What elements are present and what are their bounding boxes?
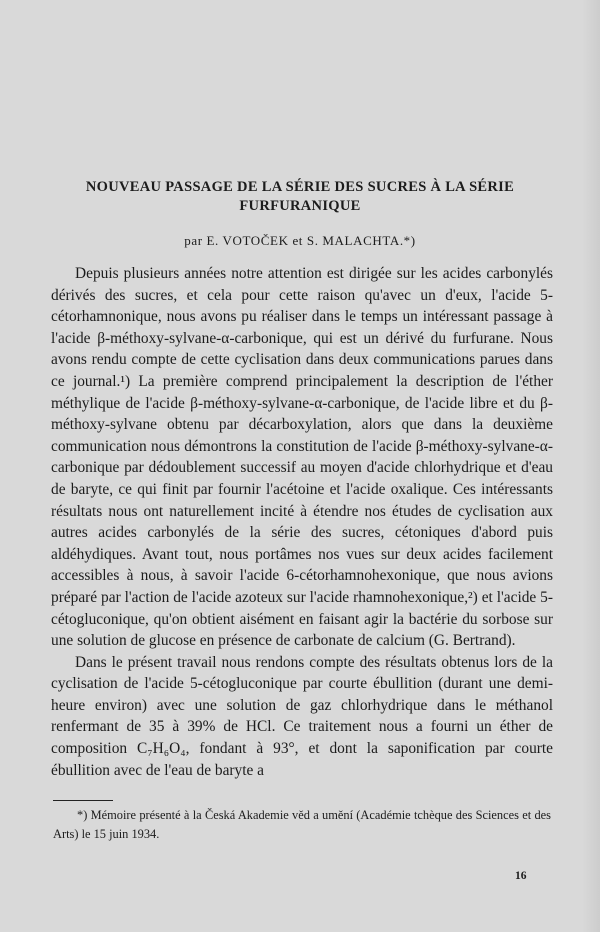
body-paragraph-2: Dans le présent travail nous rendons compte des résultats obtenus lors de la cyclisation de l'acide 5-cétogluconique par courte ébullition (durant une demi-heure environ) avec une solution de gaz chlorhydrique dans le méthanol renfermant de 35 à 39% de HCl. Ce traitement nous a fourni un éther de composition C₇H₆O₄, fondant à 93°, et dont la saponification par courte ébullition avec de l'eau de baryte a [51,653,553,779]
article-title: NOUVEAU PASSAGE DE LA SÉRIE DES SUCRES À LA SÉRIE FURFURANIQUE [85,179,515,214]
body-paragraph-1: Depuis plusieurs années notre attention est dirigée sur les acides carbonylés dérivés des sucres, et cela pour cette raison qu'avec un d'eux, l'acide 5-cétorhamnonique, nous avons pu réaliser dans le temps un intéressant passage à l'acide β-méthoxy-sylvane-α-carbonique, qui est un dérivé du furfurane. Nous avons rendu compte de cette cyclisation dans deux communications parues dans ce journal.¹) La première comprend principalement la description de l'éther méthylique de l'acide β-méthoxy-sylvane-α-carbonique, de l'acide libre et du β-méthoxy-sylvane obtenu par décarboxylation, alors que dans la deuxième communication nous démontrons la constitution de l'acide β-méthoxy-sylvane-α-carbonique par dédoublement successif au moyen d'acide chlorhydrique et d'eau de baryte, ce qui finit par fournir l'acétoine et l'acide oxalique. Ces intéressants résultats nous ont naturellement incité à étendre nos études de cyclisation aux autres acides carbonylés de la série des sucres, cétoniques d'abord puis aldéhydiques. Avant tout, nous portâmes nos vues sur deux acides facilement accessibles à nous, à savoir l'acide 6-cétorhamnohexonique, que nous avions préparé par l'action de l'acide azoteux sur l'acide rhamnohexonique,²) et l'acide 5-cétogluconique, qu'on obtient aisément en faisant agir la bactérie du sorbose sur une solution de glucose en présence de carbonate de calcium (G. Bertrand). [51,265,553,650]
footnote-rule [53,800,113,801]
article-byline: par E. VOTOČEK et S. MALACHTA.*) [184,233,416,248]
footnote: *) Mémoire présenté à la Česká Akademie věd a umění (Académie tchèque des Sciences et des Arts) le 15 juin 1934. [53,808,551,841]
page-edge-shadow [582,0,600,932]
page-number: 16 [515,870,527,882]
article-body [51,263,553,781]
